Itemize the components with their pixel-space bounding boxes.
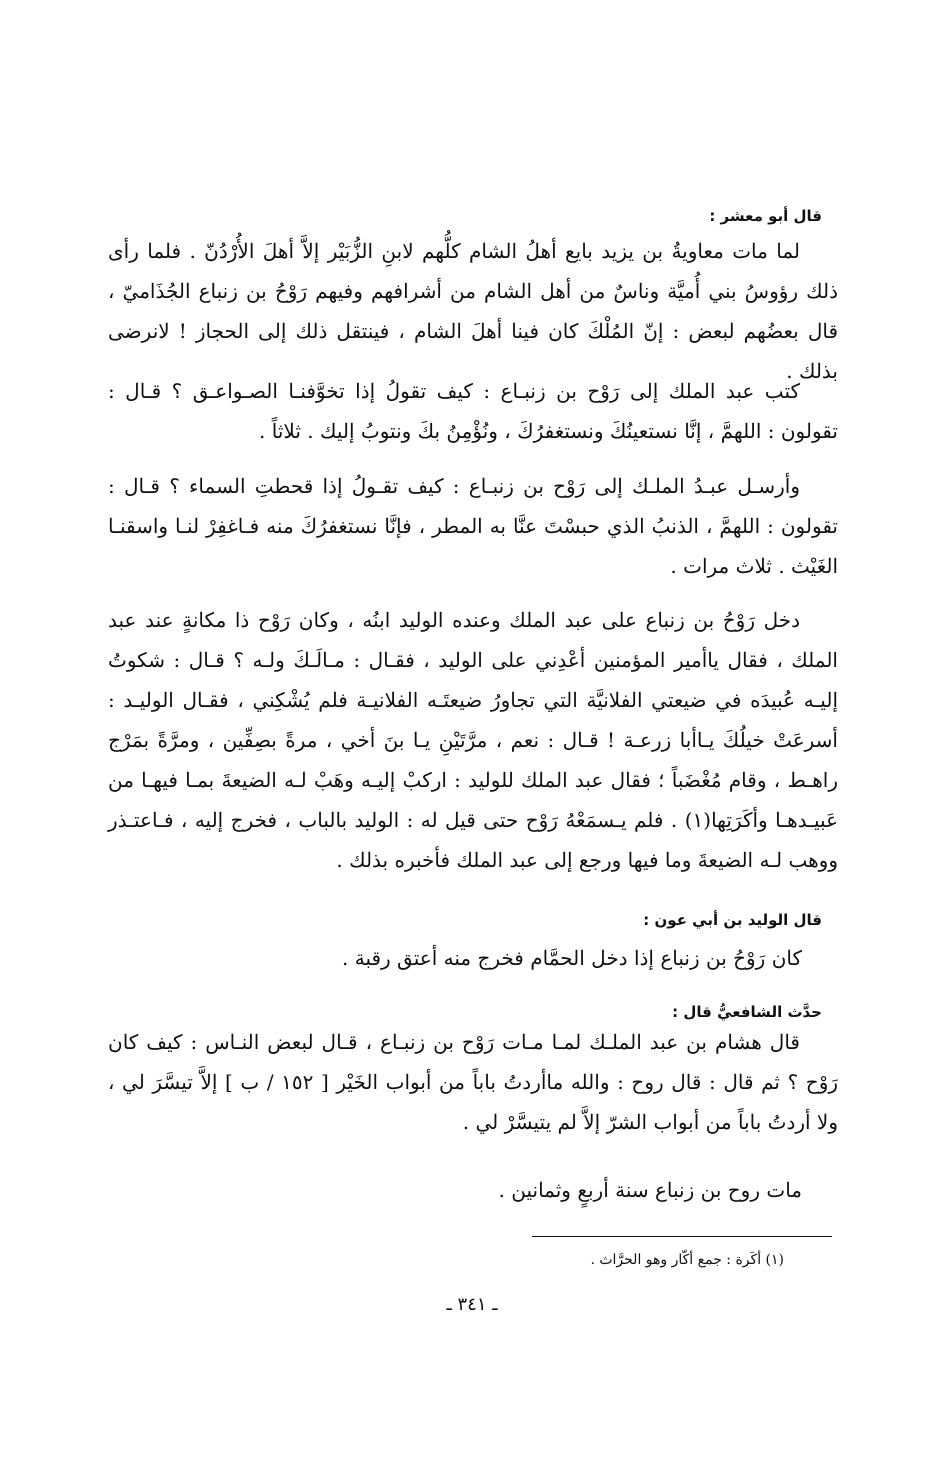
paragraph-thunder-prayer: كتب عبد الملك إلى رَوْح بن زنبـاع : كيف تقولُ إذا تخوَّفنـا الصـواعـق ؟ قـال : تقولون : اللهمَّ ، إنَّا نستعينُكَ ونستغفرُكَ ، ونُؤْمِنُ بكَ ونتوبُ إليك . ثلاثاً . (108, 379, 838, 443)
paragraph-walid: كان رَوْحُ بن زنباع إذا دخل الحمَّام فخرج منه أعتق رقبة . (342, 946, 802, 970)
paragraph-rain-prayer: وأرسـل عبـدُ الملـك إلى رَوْح بن زنبـاع : كيف تقـولُ إذا قحطتِ السماء ؟ قـال : تقولون : اللهمَّ ، الذنبُ الذي حبسْتَ عنَّا به المطر ، فإنَّا نستغفرُكَ منه فـاغفِرْ لنـا واسقنـا الغَيْث . ثلاث مرات . (108, 474, 838, 578)
section-heading-walid: قال الوليد بن أبي عون : (643, 911, 822, 929)
paragraph-estate-story: دخل رَوْحُ بن زنباع على عبد الملك وعنده الوليد ابنُه ، وكان رَوْح ذا مكانةٍ عند عبد الملك ، فقال ياأمير المؤمنين أعْدِني على الوليد ، فقـال : مـالَـكَ ولـه ؟ قـال : شكوتُ إليـه عُبيدَه في ضيعتي الفلانيَّة التي تجاورُ ضيعتَـه الفلانيـة فلم يُشْكِني ، فقـال الوليـد : أسرعَتْ خيلُكَ يـاأبا زرعـة ! قـال : نعم ، مرَّتَيْنِ يـا بنَ أخي ، مرةً بصِفِّين ، ومرَّةً بمَرْج راهـط ، وقام مُغْضَباً ؛ فقال عبد الملك للوليد : اركبْ إليـه وهَبْ لـه الضيعةَ بمـا فيهـا من عَبيـدهـا وأكَرَتِها(١) . فلم يـسمَعْهُ رَوْح حتى قيل له : الوليد بالباب ، فخرج إليه ، فـاعتـذر ووهب لـه الضيعةَ وما فيها ورجع إلى عبد الملك فأخبره بذلك . (108, 608, 839, 872)
paragraph-death: مات روح بن زنباع سنة أربعٍ وثمانين . (498, 1178, 802, 1202)
page-number: ـ ٣٤١ ـ (446, 1294, 498, 1315)
section-heading-shafii: حدَّث الشافعيُّ قال : (672, 1003, 822, 1021)
section-heading-abu-mashar: قال أبو معشر : (709, 207, 822, 225)
footnote-divider (532, 1236, 832, 1237)
paragraph-abu-mashar: لما مات معاويةُ بن يزيد بايع أهلُ الشام كلُّهم لابنِ الزُّبَيْر إلاَّ أهلَ الأُرْدُنّ . فلما رأى ذلك رؤوسُ بني أُميَّة وناسٌ من أهل الشام من أشرافهم وفيهم رَوْحُ بن زنباع الجُذَاميّ ، قال بعضُهم لبعض : إنّ المُلْكَ كان فينا أهلَ الشام ، فينتقل ذلك إلى الحجاز ! لانرضى بذلك . (108, 239, 838, 383)
paragraph-shafii: قال هشام بن عبد الملـك لمـا مـات رَوْح بن زنبـاع ، قـال لبعض النـاس : كيف كان رَوْح ؟ ثم قال : قال روح : والله ماأردتُ باباً من أبواب الخَيْر [ ١٥٢ / ب ] إلاَّ تيسَّرَ لي ، ولا أردتُ باباً من أبواب الشرّ إلاَّ لم يتيسَّرْ لي . (108, 1030, 839, 1134)
footnote: (١) أكَرة : جمع أكّار وهو الحرَّاث . (590, 1252, 784, 1268)
